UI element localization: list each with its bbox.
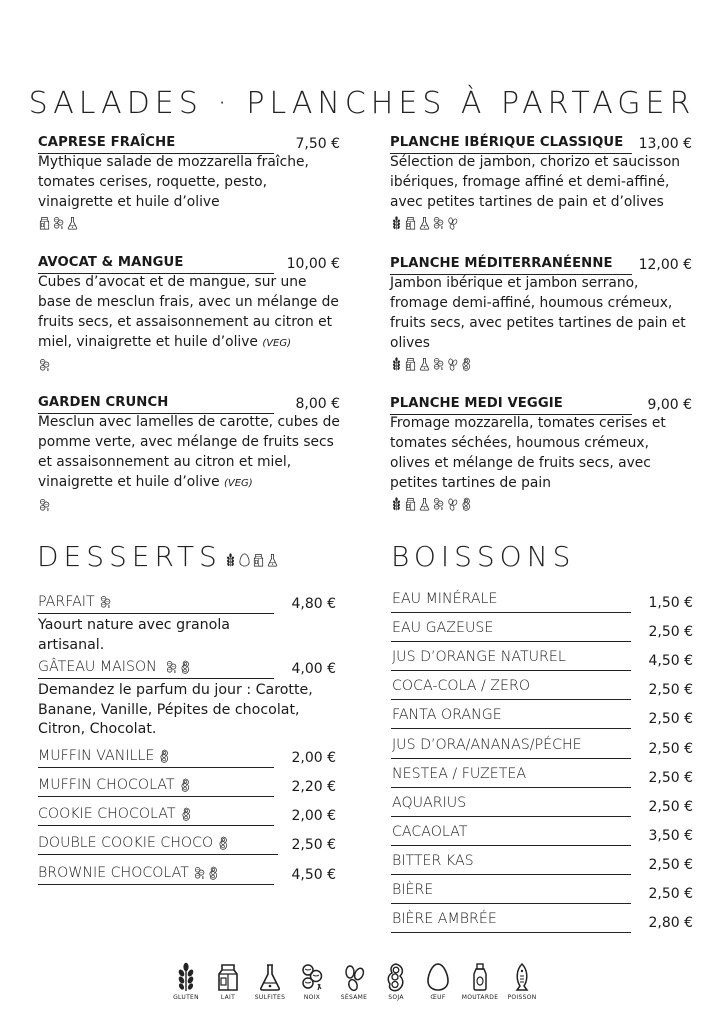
- legend-label: SOJA: [388, 994, 404, 1001]
- item-price: 7,50 €: [295, 136, 340, 152]
- menu-item: [38, 134, 340, 231]
- noix-icon: [432, 216, 445, 230]
- allergen-icons: [193, 865, 220, 881]
- sesame-icon: [446, 357, 459, 371]
- sesame-icon: [342, 962, 366, 992]
- drink-item: [391, 591, 693, 620]
- drink-item: [391, 649, 693, 678]
- sulfites-icon: [418, 357, 431, 371]
- soja-icon: [179, 660, 192, 674]
- sulfites-icon: [258, 962, 282, 992]
- divider: [38, 825, 274, 826]
- dessert-item: [38, 592, 336, 655]
- divider: [391, 612, 631, 613]
- sulfites-icon: [418, 216, 431, 230]
- divider: [38, 767, 274, 768]
- drink-price: 2,50 €: [648, 740, 693, 757]
- allergen-icons: [99, 594, 112, 610]
- lait-icon: [216, 962, 240, 992]
- drink-price: 2,50 €: [648, 711, 693, 728]
- moutarde-icon: [468, 962, 492, 992]
- soja-icon: [180, 807, 193, 821]
- item-price: 12,00 €: [638, 257, 692, 273]
- drink-item: [391, 853, 693, 882]
- dessert-name-wrap: [38, 777, 192, 793]
- divider: [391, 874, 631, 875]
- dessert-price: 4,50 €: [291, 867, 336, 883]
- legend-entry: [252, 962, 288, 1001]
- sesame-icon: [446, 497, 459, 511]
- drink-price: 2,80 €: [648, 915, 693, 932]
- allergen-icons: [38, 497, 340, 513]
- dessert-name-wrap: [38, 865, 220, 881]
- desserts-title-text: DESSERTS: [37, 540, 222, 573]
- gluten-icon: [390, 357, 403, 371]
- drink-item: [391, 795, 693, 824]
- drink-price: 3,50 €: [648, 827, 693, 844]
- item-desc: Sélection de jambon, chorizo et saucisson ibériques, fromage affiné et demi-affiné, avec petites tartines de pain et d’olives: [390, 154, 681, 210]
- dessert-item: [38, 775, 336, 797]
- item-desc-text: Mesclun avec lamelles de carotte, cubes de pomme verte, avec mélange de fruits secs et assaisonnement au citron et miel, vinaigrette et huile d’olive: [38, 414, 340, 490]
- dessert-item: [38, 657, 336, 740]
- soja-icon: [179, 778, 192, 792]
- drink-price: 4,50 €: [648, 653, 693, 670]
- page-title: SALADES · PLANCHES À PARTAGER: [28, 86, 696, 121]
- dessert-name: MUFFIN VANILLE: [38, 748, 155, 764]
- item-price: 9,00 €: [647, 397, 692, 413]
- legend-entry: [168, 962, 204, 1001]
- boissons-title: BOISSONS: [391, 540, 576, 573]
- divider: [391, 728, 631, 729]
- drink-item: [391, 678, 693, 707]
- menu-item: [390, 395, 692, 512]
- noix-icon: [300, 962, 324, 992]
- allergen-icons: [390, 496, 692, 512]
- allergen-icons: [390, 215, 692, 231]
- lait-icon: [404, 357, 417, 371]
- noix-icon: [52, 216, 65, 230]
- dessert-name: MUFFIN CHOCOLAT: [38, 777, 175, 793]
- drink-name: BIÈRE AMBRÉE: [392, 911, 497, 928]
- divider: [391, 816, 631, 817]
- sulfites-icon: [266, 553, 279, 567]
- drink-item: [391, 707, 693, 736]
- noix-icon: [432, 497, 445, 511]
- divider: [391, 845, 631, 846]
- drink-name: EAU MINÉRALE: [392, 591, 498, 607]
- noix-icon: [38, 358, 51, 372]
- drink-name: JUS D’ORA/ANANAS/PÉCHE: [392, 736, 582, 753]
- divider: [391, 699, 631, 700]
- soja-icon: [384, 962, 408, 992]
- item-desc: [38, 412, 340, 494]
- drink-name: FANTA ORANGE: [392, 707, 502, 724]
- drink-price: 2,50 €: [648, 769, 693, 786]
- legend-label: ŒUF: [430, 994, 446, 1001]
- legend-entry: [420, 962, 456, 1001]
- gluten-icon: [174, 962, 198, 992]
- drink-price: 2,50 €: [648, 624, 693, 641]
- dessert-item: [38, 804, 336, 826]
- legend-label: NOIX: [303, 994, 321, 1001]
- soja-icon: [207, 866, 220, 880]
- noix-icon: [193, 866, 206, 880]
- item-name: PLANCHE IBÉRIQUE CLASSIQUE: [390, 134, 632, 154]
- soja-icon: [158, 749, 171, 763]
- allergen-icons: [165, 659, 192, 675]
- noix-icon: [165, 660, 178, 674]
- drink-name: AQUARIUS: [392, 794, 467, 811]
- drink-item: [391, 824, 693, 853]
- legend-entry: [378, 962, 414, 1001]
- legend-label: GLUTEN: [173, 994, 199, 1001]
- noix-icon: [432, 357, 445, 371]
- drink-item: [391, 766, 693, 795]
- soja-icon: [460, 497, 473, 511]
- allergen-icons: [179, 777, 192, 793]
- divider: [38, 796, 274, 797]
- dessert-price: 2,20 €: [291, 779, 336, 795]
- desserts-allergen-icons: [224, 552, 279, 568]
- sulfites-icon: [418, 497, 431, 511]
- item-name: GARDEN CRUNCH: [38, 394, 274, 414]
- item-desc-text: Cubes d’avocat et de mangue, sur une base de mesclun frais, avec un mélange de fruits secs, et assaisonnement au citron et miel, vinaigrette et huile d’olive: [38, 274, 339, 350]
- menu-item: [390, 255, 692, 372]
- dessert-price: 4,00 €: [291, 661, 336, 677]
- dessert-price: 2,00 €: [291, 750, 336, 766]
- divider: [38, 613, 274, 614]
- legend-entry: [336, 962, 372, 1001]
- item-name: AVOCAT & MANGUE: [38, 254, 274, 274]
- sesame-icon: [446, 216, 459, 230]
- drink-item: [391, 737, 693, 766]
- dessert-name-wrap: [38, 748, 171, 764]
- dessert-item: [38, 863, 336, 885]
- dessert-name: COOKIE CHOCOLAT: [38, 806, 176, 822]
- drink-price: 2,50 €: [648, 798, 693, 815]
- lait-icon: [252, 553, 265, 567]
- dessert-price: 4,80 €: [291, 596, 336, 612]
- dessert-price: 2,50 €: [291, 837, 336, 853]
- dessert-name: BROWNIE CHOCOLAT: [38, 865, 189, 881]
- gluten-icon: [224, 553, 237, 567]
- item-price: 13,00 €: [638, 136, 692, 152]
- allergen-icons: [38, 215, 340, 231]
- drink-price: 1,50 €: [648, 595, 693, 611]
- item-name: PLANCHE MÉDITERRANÉENNE: [390, 255, 632, 275]
- item-desc: Fromage mozzarella, tomates cerises et tomates séchées, houmous crémeux, olives et mélange de fruits secs, avec petites tartines de pain: [390, 415, 666, 491]
- allergen-icons: [217, 835, 230, 851]
- menu-item: [38, 394, 340, 513]
- oeuf-icon: [238, 553, 251, 567]
- dessert-name-wrap: [38, 835, 230, 851]
- legend-label: SULFITES: [254, 994, 286, 1001]
- gluten-icon: [390, 216, 403, 230]
- drink-name: EAU GAZEUSE: [392, 620, 494, 637]
- dessert-name-wrap: [38, 659, 192, 675]
- dessert-name: PARFAIT: [38, 594, 95, 610]
- divider: [38, 884, 274, 885]
- desserts-title: [37, 540, 279, 573]
- divider: [391, 670, 631, 671]
- drink-name: BITTER KAS: [392, 852, 474, 869]
- allergen-legend: [168, 962, 540, 1001]
- legend-entry: [462, 962, 498, 1001]
- item-desc: [38, 272, 340, 354]
- drink-name: CACAOLAT: [392, 823, 468, 840]
- legend-entry: [294, 962, 330, 1001]
- noix-icon: [99, 595, 112, 609]
- dessert-name: GÂTEAU MAISON: [38, 659, 157, 675]
- drink-item: [391, 911, 693, 940]
- gluten-icon: [390, 497, 403, 511]
- dessert-name-wrap: [38, 806, 193, 822]
- allergen-icons: [38, 357, 340, 373]
- legend-entry: [504, 962, 540, 1001]
- oeuf-icon: [426, 962, 450, 992]
- menu-item: [390, 134, 692, 231]
- divider: [391, 758, 631, 759]
- veg-label: (VEG): [223, 478, 253, 489]
- drink-item: [391, 882, 693, 911]
- sulfites-icon: [66, 216, 79, 230]
- allergen-icons: [180, 806, 193, 822]
- dessert-desc: Demandez le parfum du jour : Carotte, Banane, Vanille, Pépites de chocolat, Citron, Chocolat.: [38, 682, 313, 737]
- item-name: CAPRESE FRAÎCHE: [38, 134, 274, 154]
- legend-label: LAIT: [220, 994, 236, 1001]
- legend-label: MOUTARDE: [461, 994, 499, 1001]
- item-price: 8,00 €: [295, 396, 340, 412]
- divider: [38, 854, 278, 855]
- menu-item: [38, 254, 340, 373]
- legend-label: SÉSAME: [340, 994, 368, 1001]
- dessert-desc: Yaourt nature avec granola artisanal.: [38, 617, 230, 653]
- dessert-item: [38, 833, 336, 855]
- dessert-item: [38, 746, 336, 768]
- lait-icon: [404, 216, 417, 230]
- dessert-price: 2,00 €: [291, 808, 336, 824]
- divider: [391, 903, 631, 904]
- drink-name: BIÈRE: [392, 882, 434, 898]
- item-name: PLANCHE MEDI VEGGIE: [390, 395, 632, 415]
- drink-name: NESTEA / FUZETEA: [392, 765, 527, 782]
- veg-label: (VEG): [262, 338, 292, 349]
- drink-price: 2,50 €: [648, 682, 693, 699]
- soja-icon: [217, 836, 230, 850]
- drink-price: 2,50 €: [648, 886, 693, 902]
- allergen-icons: [390, 356, 692, 372]
- divider: [38, 678, 274, 679]
- drink-item: [391, 620, 693, 649]
- item-desc: Mythique salade de mozzarella fraîche, tomates cerises, roquette, pesto, vinaigrette et huile d’olive: [38, 154, 309, 210]
- noix-icon: [38, 498, 51, 512]
- divider: [391, 787, 631, 788]
- divider: [391, 641, 631, 642]
- poisson-icon: [510, 962, 534, 992]
- soja-icon: [460, 357, 473, 371]
- legend-entry: [210, 962, 246, 1001]
- drink-name: JUS D’ORANGE NATUREL: [392, 649, 566, 666]
- drink-price: 2,50 €: [648, 856, 693, 873]
- lait-icon: [404, 497, 417, 511]
- lait-icon: [38, 216, 51, 230]
- legend-label: POISSON: [507, 994, 537, 1001]
- item-price: 10,00 €: [286, 256, 340, 272]
- divider: [391, 932, 631, 933]
- allergen-icons: [158, 748, 171, 764]
- dessert-name: DOUBLE COOKIE CHOCO: [38, 835, 214, 851]
- dessert-name-wrap: [38, 594, 112, 610]
- item-desc: Jambon ibérique et jambon serrano, fromage demi-affiné, houmous crémeux, fruits secs, avec petites tartines de pain et olives: [390, 275, 686, 351]
- drink-name: COCA-COLA / ZERO: [392, 678, 531, 695]
